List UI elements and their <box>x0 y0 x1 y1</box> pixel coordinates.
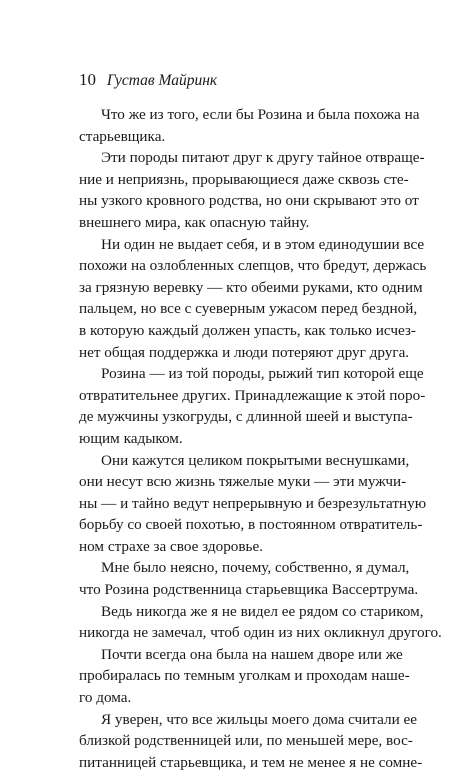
text-line: ном страхе за свое здоровье. <box>79 537 264 555</box>
text-line: Я уверен, что все жильцы моего дома считали ее <box>101 710 418 728</box>
text-line: отвратительнее других. Принадлежащие к этой поро- <box>79 386 426 404</box>
paragraph <box>79 601 442 644</box>
text-line: де мужчины узкогруды, с длинной шеей и выступа- <box>79 408 413 426</box>
text-line: борьбу со своей похотью, в постоянном отвратитель- <box>79 516 423 534</box>
paragraph <box>79 234 427 364</box>
text-line: что Розина родственница старьевщика Вассертрума. <box>79 581 419 599</box>
text-line: ны узкого кровного родства, но они скрывают это от <box>79 192 419 210</box>
page-number: 10 <box>79 70 96 89</box>
text-line: ны — и тайно ведут непрерывную и безрезультатную <box>79 494 427 512</box>
text-line: похожи на озлобленных слепцов, что бредут, держась <box>79 257 427 275</box>
text-line: они несут всю жизнь тяжелые муки — эти мужчи- <box>79 473 407 491</box>
text-line: в которую каждый должен упасть, как только исчез- <box>79 321 416 339</box>
paragraph <box>79 709 423 773</box>
paragraph <box>79 147 425 233</box>
paragraph <box>79 450 427 558</box>
paragraph <box>79 557 419 600</box>
text-line: нет общая поддержка и люди потеряют друг друга. <box>79 343 410 361</box>
text-line: старьевщика. <box>79 127 166 145</box>
running-author: Густав Майринк <box>106 72 218 89</box>
paragraph <box>79 363 426 449</box>
text-line: никогда не замечал, чтоб один из них окликнул другого. <box>79 624 442 642</box>
text-line: Почти всегда она была на нашем дворе или же <box>101 645 403 663</box>
text-line: питанницей старьевщика, и тем не менее я не сомне- <box>79 753 423 771</box>
paragraph <box>79 104 420 147</box>
text-line: пробиралась по темным уголкам и проходам наше- <box>79 667 410 685</box>
text-line: Мне было неясно, почему, собственно, я думал, <box>101 559 410 577</box>
text-line: Розина — из той породы, рыжий тип которой еще <box>101 365 424 383</box>
text-line: Они кажутся целиком покрытыми веснушками, <box>101 451 410 469</box>
text-line: Ведь никогда же я не видел ее рядом со стариком, <box>101 602 424 620</box>
running-header <box>79 70 217 91</box>
text-line: за грязную веревку — кто обеими руками, кто одним <box>79 278 423 296</box>
paragraph <box>79 644 410 709</box>
text-line: Ни один не выдает себя, и в этом единодушии все <box>101 235 425 253</box>
text-line: ние и неприязнь, прорывающиеся даже сквозь сте- <box>79 170 409 188</box>
text-line: близкой родственницей или, по меньшей мере, вос- <box>79 732 413 750</box>
text-line: Эти породы питают друг к другу тайное отвраще- <box>101 149 425 167</box>
body-text <box>79 104 442 773</box>
text-line: го дома. <box>79 689 132 707</box>
text-line: внешнего мира, как опасную тайну. <box>79 213 310 231</box>
text-line: Что же из того, если бы Розина и была похожа на <box>101 106 420 123</box>
text-line: ющим кадыком. <box>79 429 183 447</box>
text-line: пальцем, но все с суеверным ужасом перед бездной, <box>79 300 418 318</box>
